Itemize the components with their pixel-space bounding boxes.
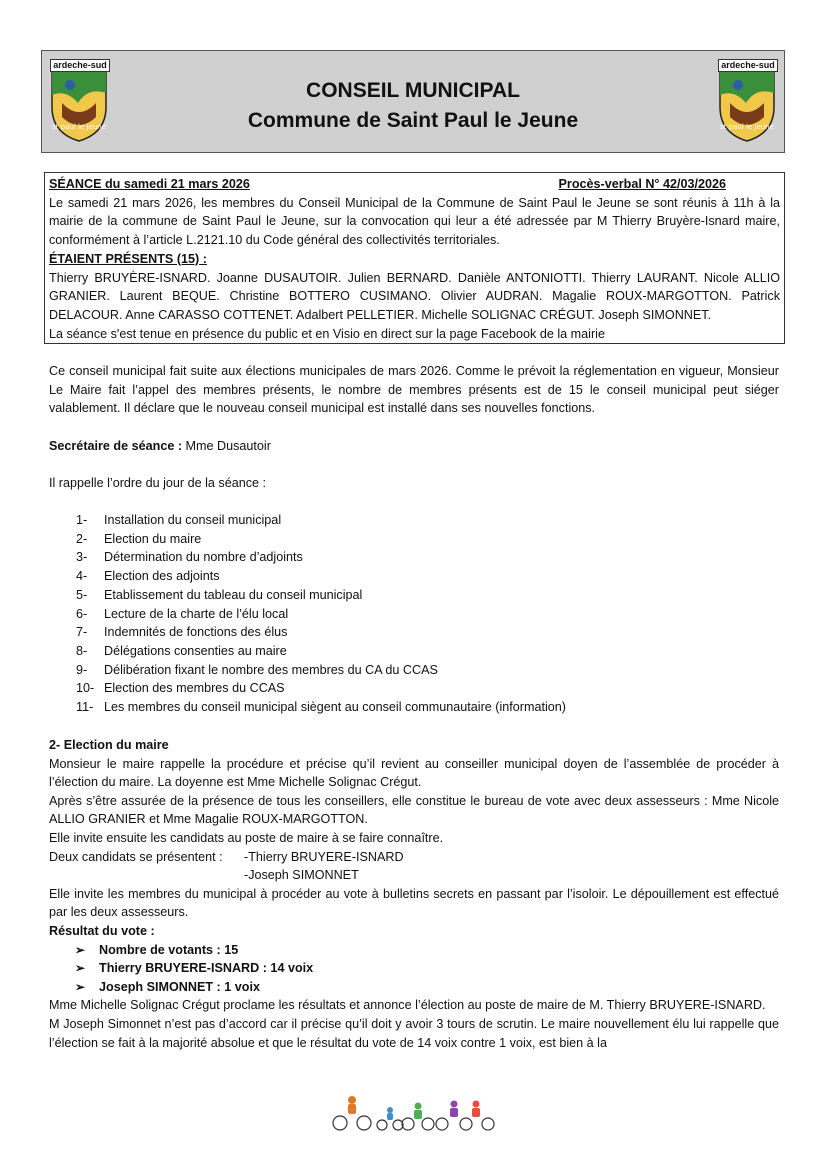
list-item: 5- Etablissement du tableau du conseil municipal — [76, 587, 363, 602]
list-item: 4- Election des adjoints — [76, 569, 220, 584]
list-item: ➢ Nombre de votants : 15 — [75, 941, 779, 960]
page-subtitle: Commune de Saint Paul le Jeune — [247, 109, 579, 132]
candidate-2: -Joseph SIMONNET — [244, 868, 359, 883]
arrow-bullet-icon: ➢ — [75, 979, 86, 994]
list-item: 9- Délibération fixant le nombre des membres du CA du CCAS — [76, 662, 438, 677]
secretaire-line — [49, 437, 779, 456]
session-header — [49, 175, 780, 194]
election-paragraph: Elle invite les membres du municipal à procéder au vote à bulletins secrets en passant par l’isoloir. Le dépouillement est effectué par les deux assesseurs. — [49, 886, 779, 920]
presents-label: ÉTAIENT PRÉSENTS (15) : — [49, 251, 207, 266]
list-item: 8- Délégations consenties au maire — [76, 643, 287, 658]
arrow-bullet-icon: ➢ — [75, 961, 86, 976]
seance-date: SÉANCE du samedi 21 mars 2026 — [49, 177, 250, 191]
election-heading: 2- Election du maire — [49, 738, 169, 752]
page-title: CONSEIL MUNICIPAL — [306, 79, 520, 102]
crest-banner: ardeche-sud — [50, 59, 110, 72]
candidates-label: Deux candidats se présentent : — [49, 849, 223, 864]
results-list — [49, 941, 779, 997]
list-item: 10- Election des membres du CCAS — [76, 681, 285, 696]
election-paragraph: M Joseph Simonnet n’est pas d’accord car il précise qu’il doit y avoir 3 tours de scrutin. Le maire nouvellement élu lui rappelle que l’élection se fait à la majorité absolue et que le résultat du vote de 14 voix contre 1 voix, est bien à la — [49, 1016, 779, 1050]
secretaire-value: Mme Dusautoir — [182, 439, 271, 453]
svg-text:st paul le jeune: st paul le jeune — [720, 123, 774, 131]
election-paragraph: Elle invite ensuite les candidats au poste de maire à se faire connaître. — [49, 830, 444, 845]
crest-banner: ardeche-sud — [718, 59, 778, 72]
election-paragraph: Mme Michelle Solignac Crégut proclame les résultats et annonce l’élection au poste de maire de M. Thierry BRUYERE-ISNARD. — [49, 998, 766, 1013]
result-label: Résultat du vote : — [49, 923, 155, 938]
intro-paragraph: Ce conseil municipal fait suite aux élections municipales de mars 2026. Comme le prévoit la réglementation en vigueur, Monsieur Le Maire fait l’appel des membres présents, le nombre de membres présents est de 15 le conseil municipal peut siéger valablement. Il déclare que le nouveau conseil municipal est installé dans ses nouvelles fonctions. — [49, 364, 779, 416]
svg-text:st paul le jeune: st paul le jeune — [52, 123, 106, 131]
candidate-1: -Thierry BRUYERE-ISNARD — [244, 849, 404, 864]
election-paragraph: Monsieur le maire rappelle la procédure et précise qu’il revient au conseiller municipal doyen de l’assemblée de procéder à l’élection du maire. La doyenne est Mme Michelle Solignac Crégut. — [49, 756, 779, 790]
visio-note: La séance s'est tenue en présence du public et en Visio en direct sur la page Facebook de la mairie — [49, 326, 605, 341]
list-item: ➢ Thierry BRUYERE-ISNARD : 14 voix — [75, 959, 779, 978]
session-box — [44, 172, 785, 344]
election-paragraph: Après s’être assurée de la présence de tous les conseillers, elle constitue le bureau de vote avec deux assesseurs : Mme Nicole ALLIO GRANIER et Mme Magalie ROUX-MARGOTTON. — [49, 793, 779, 827]
election-section — [49, 736, 779, 1052]
agenda-list — [76, 511, 566, 717]
agenda-intro: Il rappelle l’ordre du jour de la séance : — [49, 476, 267, 490]
session-intro: Le samedi 21 mars 2026, les membres du Conseil Municipal de la Commune de Saint Paul le Jeune se sont réunis à 11h à la mairie de la commune de Saint Paul le Jeune, sur la convocation qui leur a été adressée par M Thierry Bruyère-Isnard maire, conformément à l’article L.2121.10 du Code général des collectivités territoriales. — [49, 195, 780, 248]
proces-verbal-number: Procès-verbal N° 42/03/2026 — [558, 177, 726, 191]
secretaire-label: Secrétaire de séance : — [49, 439, 183, 453]
page-header — [41, 50, 785, 153]
list-item: 6- Lecture de la charte de l’élu local — [76, 606, 289, 621]
arrow-bullet-icon: ➢ — [75, 942, 86, 957]
presents-list: Thierry BRUYÈRE-ISNARD. Joanne DUSAUTOIR. Julien BERNARD. Danièle ANTONIOTTI. Thierry LAURANT. Nicole ALLIO GRANIER. Laurent BEQUE. Christine BOTTERO CUSIMANO. Olivier AUDRAN. Magalie ROUX-MARGOTTON. Patrick DELACOUR. Anne CARASSO COTTENET. Adalbert PELLETIER. Michelle SOLIGNAC CRÉGUT. Joseph SIMONNET. — [49, 270, 780, 322]
list-item: 7- Indemnités de fonctions des élus — [76, 625, 288, 640]
list-item: ➢ Joseph SIMONNET : 1 voix — [75, 978, 779, 997]
list-item: 3- Détermination du nombre d’adjoints — [76, 550, 303, 565]
cyclists-illustration — [330, 1092, 496, 1132]
candidates — [49, 866, 779, 885]
list-item: 2- Election du maire — [76, 531, 202, 546]
coat-of-arms-right — [716, 59, 778, 143]
list-item: 11- Les membres du conseil municipal siègent au conseil communautaire (information) — [76, 700, 566, 715]
list-item: 1- Installation du conseil municipal — [76, 513, 282, 527]
candidates — [49, 848, 779, 867]
